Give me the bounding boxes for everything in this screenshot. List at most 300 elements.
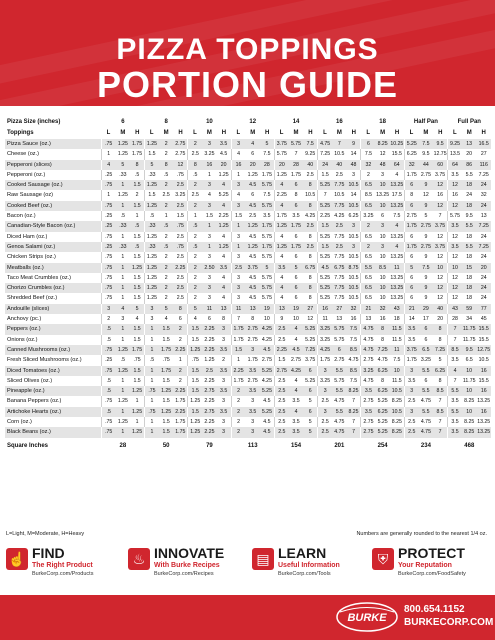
portion-value: 6 xyxy=(303,366,317,376)
size-header: 10 xyxy=(206,119,213,126)
portion-value: 17 xyxy=(419,314,433,324)
portion-value: 1.25 xyxy=(145,232,159,242)
portion-value: 8 xyxy=(303,293,317,303)
portion-value: 1 xyxy=(116,273,130,283)
table-row xyxy=(5,293,491,303)
portion-level-header: H xyxy=(221,130,227,137)
cta-subheading: With Burke Recipes xyxy=(154,562,220,569)
portion-value: 2.75 xyxy=(404,211,418,221)
portion-value: 4 xyxy=(289,335,303,345)
portion-value: 6.5 xyxy=(361,273,375,283)
table-row xyxy=(5,335,491,345)
portion-value: 44 xyxy=(419,160,433,170)
portion-value: 1 xyxy=(188,211,202,221)
portion-value: 1 xyxy=(116,283,130,293)
portion-value: 13 xyxy=(462,139,476,149)
portion-value: 1 xyxy=(202,221,216,231)
square-inches-value: 234 xyxy=(404,438,447,454)
portion-value: 11.5 xyxy=(390,376,404,386)
portion-value: 2 xyxy=(159,252,173,262)
portion-value: 5.25 xyxy=(303,324,317,334)
portion-value: 3 xyxy=(231,201,245,211)
portion-value: 1.5 xyxy=(130,293,144,303)
portion-value: 4.5 xyxy=(260,345,274,355)
portion-value: 13.25 xyxy=(390,293,404,303)
portion-value: 4.5 xyxy=(246,283,260,293)
portion-value: .75 xyxy=(101,263,115,273)
topping-name: Bacon (oz.) xyxy=(5,211,101,221)
portion-value: 3 xyxy=(202,180,216,190)
portion-value: 1 xyxy=(145,324,159,334)
portion-value: 18 xyxy=(462,201,476,211)
portion-value: 3.5 xyxy=(448,221,462,231)
portion-value: 4 xyxy=(116,304,130,314)
portion-value: 4.25 xyxy=(303,211,317,221)
portion-value: 4 xyxy=(289,324,303,334)
portion-value: 34 xyxy=(462,314,476,324)
portion-value: 1 xyxy=(116,386,130,396)
portion-value: 2.5 xyxy=(274,324,288,334)
portion-value: 1.25 xyxy=(116,396,130,406)
portion-value: 7 xyxy=(448,335,462,345)
cta-subheading: Your Reputation xyxy=(398,562,452,569)
portion-value: 1.75 xyxy=(260,170,274,180)
portion-value: 2 xyxy=(159,263,173,273)
portion-value: 6 xyxy=(404,283,418,293)
cta-subheading: The Right Product xyxy=(32,562,93,569)
topping-name: Peppers (oz.) xyxy=(5,324,101,334)
portion-value: .5 xyxy=(130,242,144,252)
portion-value: 4 xyxy=(390,242,404,252)
portion-value: 3.25 xyxy=(361,211,375,221)
portion-value: 21 xyxy=(361,304,375,314)
table-row xyxy=(5,160,491,170)
portion-value: 4 xyxy=(289,386,303,396)
portion-value: 3 xyxy=(375,242,389,252)
portion-value: 4 xyxy=(231,190,245,200)
portion-value: 1.5 xyxy=(188,407,202,417)
portion-value: 1.75 xyxy=(404,170,418,180)
portion-value: 1.5 xyxy=(188,376,202,386)
size-header: 14 xyxy=(292,119,300,126)
portion-value: 1.5 xyxy=(130,335,144,345)
portion-value: 6 xyxy=(419,324,433,334)
portion-value: .5 xyxy=(130,170,144,180)
phone-number[interactable]: 800.654.1152 xyxy=(404,604,465,615)
square-inches-value: 201 xyxy=(318,438,361,454)
portion-value: 1.5 xyxy=(145,190,159,200)
portion-value: 10.5 xyxy=(347,293,361,303)
portion-value: 2.25 xyxy=(217,211,231,221)
portion-value: 3.5 xyxy=(448,242,462,252)
portion-value: 3 xyxy=(375,221,389,231)
portion-value: 5 xyxy=(404,263,418,273)
portion-value: 1.5 xyxy=(188,386,202,396)
portion-value: 1.25 xyxy=(145,252,159,262)
portion-level-header: H xyxy=(308,130,313,137)
portion-value: 5 xyxy=(159,304,173,314)
portion-value: 6.75 xyxy=(332,263,346,273)
portion-value: 6.25 xyxy=(404,149,418,159)
portion-value: 10.5 xyxy=(390,407,404,417)
portion-value: 2.5 xyxy=(274,396,288,406)
portion-value: 2.5 xyxy=(173,252,187,262)
portion-value: 2 xyxy=(159,283,173,293)
portion-value: 5 xyxy=(419,211,433,221)
portion-value: .33 xyxy=(145,170,159,180)
portion-value: 3.5 xyxy=(217,366,231,376)
portion-value: 1.75 xyxy=(159,345,173,355)
portion-value: 4 xyxy=(390,170,404,180)
portion-value: .75 xyxy=(101,417,115,427)
table-row xyxy=(5,304,491,314)
portion-value: 3 xyxy=(318,386,332,396)
portion-value: 4 xyxy=(274,180,288,190)
portion-value: 4.25 xyxy=(260,324,274,334)
portion-value: 10 xyxy=(375,180,389,190)
portion-level-header: M xyxy=(163,130,169,137)
portion-value: 13.25 xyxy=(390,273,404,283)
portion-value: 4.5 xyxy=(318,263,332,273)
portion-value: 6.5 xyxy=(419,345,433,355)
square-inches-label: Square Inches xyxy=(5,438,101,454)
portion-value: 10 xyxy=(375,283,389,293)
portion-value: 2.25 xyxy=(202,376,216,386)
portion-value: 8.5 xyxy=(433,407,447,417)
portion-value: 7.25 xyxy=(375,345,389,355)
portion-value: 3 xyxy=(202,293,216,303)
portion-value: 1 xyxy=(116,293,130,303)
portion-value: 16 xyxy=(448,190,462,200)
portion-value: 9.5 xyxy=(419,149,433,159)
portion-value: 6 xyxy=(404,180,418,190)
portion-value: 3 xyxy=(404,407,418,417)
portion-value: 1 xyxy=(145,345,159,355)
portion-value: 3.25 xyxy=(361,366,375,376)
portion-value: 116 xyxy=(476,160,491,170)
portion-value: 4 xyxy=(217,273,231,283)
cta-url[interactable]: BurkeCorp.com/Products xyxy=(32,571,94,577)
cta-url[interactable]: BurkeCorp.com/FoodSafety xyxy=(398,571,466,577)
portion-value: 4.75 xyxy=(332,417,346,427)
portion-value: 1.75 xyxy=(404,242,418,252)
portion-value: 10.5 xyxy=(390,386,404,396)
portion-value: 10 xyxy=(375,252,389,262)
portion-value: 5.25 xyxy=(318,252,332,262)
portion-value: 6.5 xyxy=(361,180,375,190)
pointer-icon: ☝ xyxy=(6,548,28,570)
portion-value: .5 xyxy=(116,211,130,221)
portion-value: 6 xyxy=(404,273,418,283)
cta-subheading: Useful Information xyxy=(278,562,340,569)
portion-value: 6 xyxy=(289,273,303,283)
portion-value: 18 xyxy=(462,293,476,303)
logo-text: BURKE xyxy=(347,612,387,624)
portion-value: 12 xyxy=(419,190,433,200)
portion-value: 1.5 xyxy=(130,252,144,262)
portion-value: 43 xyxy=(390,304,404,314)
portion-value: 4.75 xyxy=(419,396,433,406)
portion-value: 2.5 xyxy=(173,273,187,283)
topping-name: Cooked Beef (oz.) xyxy=(5,201,101,211)
portion-value: 12 xyxy=(433,293,447,303)
portion-level-header: H xyxy=(481,130,486,137)
portion-value: 32 xyxy=(361,160,375,170)
portion-value: 13.25 xyxy=(390,283,404,293)
portion-value: 8.25 xyxy=(390,396,404,406)
portion-value: 1.75 xyxy=(173,396,187,406)
portion-value: 2.25 xyxy=(231,366,245,376)
portion-value: 2 xyxy=(173,335,187,345)
table-row xyxy=(5,417,491,427)
portion-value: 2 xyxy=(217,355,231,365)
portion-value: 4.75 xyxy=(332,396,346,406)
portion-value: 2 xyxy=(361,170,375,180)
portion-value: 2 xyxy=(361,242,375,252)
portion-value: 1.75 xyxy=(404,221,418,231)
portion-value: 1.25 xyxy=(188,417,202,427)
portion-value: 2.75 xyxy=(260,355,274,365)
portion-value: 4.25 xyxy=(332,211,346,221)
portion-value: 3 xyxy=(101,304,115,314)
portion-value: 8 xyxy=(375,376,389,386)
portion-value: 6.5 xyxy=(462,355,476,365)
portion-value: 2.5 xyxy=(404,427,418,437)
portion-value: 5 xyxy=(130,304,144,314)
portion-value: 1 xyxy=(159,211,173,221)
portion-value: 12 xyxy=(375,149,389,159)
portion-value: 1.5 xyxy=(188,366,202,376)
cta-url[interactable]: BurkeCorp.com/Tools xyxy=(278,571,331,577)
portion-value: 9.5 xyxy=(462,211,476,221)
portion-value: 11 xyxy=(231,304,245,314)
portion-value: 4 xyxy=(188,314,202,324)
portion-value: .25 xyxy=(101,170,115,180)
burke-logo xyxy=(336,601,398,633)
portion-value: 3.75 xyxy=(246,263,260,273)
portion-value: 5.75 xyxy=(332,335,346,345)
portion-value: 1 xyxy=(130,417,144,427)
portion-value: 2.5 xyxy=(274,407,288,417)
portion-value: 1.5 xyxy=(130,324,144,334)
portion-value: 4 xyxy=(130,314,144,324)
portion-value: 7.5 xyxy=(303,139,317,149)
portion-value: .33 xyxy=(145,221,159,231)
portion-value: 1.25 xyxy=(188,345,202,355)
portion-value: 1.5 xyxy=(130,180,144,190)
portion-value: 16 xyxy=(433,190,447,200)
table-row xyxy=(5,232,491,242)
portion-value: 5.75 xyxy=(260,273,274,283)
portion-value: 7.5 xyxy=(347,324,361,334)
portion-value: 3.25 xyxy=(202,149,216,159)
topping-name: Raw Sausage (oz) xyxy=(5,190,101,200)
portion-value: 10 xyxy=(462,386,476,396)
portion-value: 2.5 xyxy=(173,283,187,293)
portion-level-header: H xyxy=(178,130,183,137)
portion-value: 7.75 xyxy=(332,201,346,211)
portion-level-header: L xyxy=(366,130,371,137)
portion-value: 20 xyxy=(246,160,260,170)
portion-value: 1.25 xyxy=(130,386,144,396)
portion-value: 13.5 xyxy=(448,149,462,159)
portion-value: 9 xyxy=(419,293,433,303)
portion-value: 48 xyxy=(347,160,361,170)
portion-value: 1 xyxy=(202,242,216,252)
portion-value: 7 xyxy=(289,149,303,159)
portion-value: 1.5 xyxy=(130,232,144,242)
portion-value: 7 xyxy=(448,376,462,386)
portion-value: 2 xyxy=(188,201,202,211)
portion-value: 2.5 xyxy=(303,242,317,252)
portion-value: 11 xyxy=(390,345,404,355)
portion-value: 8.5 xyxy=(433,386,447,396)
portion-value: 4.75 xyxy=(361,335,375,345)
topping-name: Andouille (slices) xyxy=(5,304,101,314)
topping-name: Pizza Sauce (oz.) xyxy=(5,139,101,149)
portion-value: 5.25 xyxy=(404,139,418,149)
portion-value: 1.5 xyxy=(159,396,173,406)
portion-value: 11 xyxy=(318,314,332,324)
portion-value: .75 xyxy=(101,180,115,190)
portion-value: 3.5 xyxy=(448,417,462,427)
portion-value: 1.5 xyxy=(130,273,144,283)
portion-value: 24 xyxy=(476,232,491,242)
portion-value: 15 xyxy=(462,263,476,273)
portion-value: 5 xyxy=(188,304,202,314)
portion-value: 3 xyxy=(202,252,216,262)
portion-value: 6.25 xyxy=(347,211,361,221)
portion-value: 1.25 xyxy=(188,396,202,406)
portion-value: .5 xyxy=(159,170,173,180)
portion-value: 5 xyxy=(433,355,447,365)
portion-value: 24 xyxy=(476,273,491,283)
legend: L=Light, M=Moderate, H=Heavy xyxy=(6,531,85,537)
portion-value: .5 xyxy=(116,355,130,365)
portion-value: 3 xyxy=(231,252,245,262)
cta-protect[interactable] xyxy=(372,545,492,587)
portion-value: 9 xyxy=(419,283,433,293)
portion-value: 9.25 xyxy=(303,149,317,159)
portion-value: 8 xyxy=(173,304,187,314)
portion-value: 1.25 xyxy=(116,190,130,200)
portion-value: 6 xyxy=(289,283,303,293)
cta-find[interactable] xyxy=(6,545,126,587)
portion-value: 5 xyxy=(260,139,274,149)
portion-value: 8.25 xyxy=(462,417,476,427)
portion-value: 3 xyxy=(217,335,231,345)
cta-learn[interactable] xyxy=(252,545,372,587)
portion-value: 2.75 xyxy=(332,355,346,365)
portion-value: 6.5 xyxy=(361,283,375,293)
portion-value: 2.25 xyxy=(202,427,216,437)
portion-value: .75 xyxy=(145,407,159,417)
portion-value: 5.5 xyxy=(462,170,476,180)
portion-value: 1.75 xyxy=(318,355,332,365)
portion-value: 3.75 xyxy=(274,139,288,149)
portion-value: 5.25 xyxy=(375,396,389,406)
portion-value: 3.5 xyxy=(217,345,231,355)
portion-value: 1.5 xyxy=(159,324,173,334)
portion-value: 2.5 xyxy=(202,366,216,376)
portion-value: 1 xyxy=(116,263,130,273)
portion-value: 11.75 xyxy=(462,335,476,345)
portion-value: 14 xyxy=(404,314,418,324)
portion-value: 4.5 xyxy=(260,427,274,437)
portion-value: 1.25 xyxy=(217,221,231,231)
square-inches-value: 154 xyxy=(274,438,317,454)
portion-value: 13.25 xyxy=(476,427,491,437)
portion-value: 2.5 xyxy=(318,427,332,437)
portion-value: 8 xyxy=(375,335,389,345)
portion-value: 3 xyxy=(202,201,216,211)
size-header: Full Pan xyxy=(457,119,481,126)
portion-value: 2.25 xyxy=(318,211,332,221)
portion-value: 5.75 xyxy=(289,139,303,149)
portion-value: 5.25 xyxy=(375,417,389,427)
portion-value: 13.25 xyxy=(375,190,389,200)
portion-value: 4 xyxy=(101,160,115,170)
portion-value: 13 xyxy=(274,304,288,314)
portion-value: .5 xyxy=(101,386,115,396)
portion-value: 3.25 xyxy=(318,376,332,386)
portion-value: 2.5 xyxy=(246,211,260,221)
portion-value: 15.5 xyxy=(476,335,491,345)
portion-value: 15.5 xyxy=(390,149,404,159)
portion-value: .75 xyxy=(159,355,173,365)
portion-value: 8 xyxy=(303,180,317,190)
portion-value: 2 xyxy=(188,293,202,303)
portion-value: 12.75 xyxy=(476,345,491,355)
portion-value: 1.25 xyxy=(217,242,231,252)
topping-rows xyxy=(5,139,491,438)
portion-value: 7.5 xyxy=(347,376,361,386)
portion-value: 4 xyxy=(217,201,231,211)
website-link[interactable]: BURKECORP.COM xyxy=(404,617,494,628)
portion-value: 9.5 xyxy=(462,345,476,355)
portion-value: 7.75 xyxy=(332,273,346,283)
portion-value: 4 xyxy=(231,149,245,159)
portion-level-header: M xyxy=(466,130,472,137)
portion-value: 2.5 xyxy=(274,417,288,427)
portion-value: .75 xyxy=(101,232,115,242)
topping-name: Cooked Sausage (oz.) xyxy=(5,180,101,190)
portion-value: 8 xyxy=(303,273,317,283)
cta-innovate[interactable] xyxy=(128,545,248,587)
portion-value: 1.5 xyxy=(159,376,173,386)
portion-value: 4 xyxy=(274,273,288,283)
cta-url[interactable]: BurkeCorp.com/Recipes xyxy=(154,571,214,577)
page-title-line2: PORTION GUIDE xyxy=(96,64,399,105)
portion-value: 2.5 xyxy=(274,427,288,437)
portion-value: 8.5 xyxy=(361,190,375,200)
portion-value: 1.5 xyxy=(202,211,216,221)
cta-heading: INNOVATE xyxy=(154,545,225,561)
portion-value: 4.5 xyxy=(246,232,260,242)
portion-value: 10 xyxy=(289,314,303,324)
portion-value: 4.25 xyxy=(260,376,274,386)
portion-value: 64 xyxy=(448,160,462,170)
portion-value: 5.5 xyxy=(419,386,433,396)
portion-value: 3 xyxy=(231,139,245,149)
portion-value: 10 xyxy=(462,366,476,376)
portion-value: 5.5 xyxy=(462,221,476,231)
portion-value: 11 xyxy=(202,304,216,314)
portion-value: 10 xyxy=(375,293,389,303)
portion-value: 11.75 xyxy=(462,324,476,334)
portion-value: 16 xyxy=(375,314,389,324)
portion-value: 8.5 xyxy=(347,366,361,376)
